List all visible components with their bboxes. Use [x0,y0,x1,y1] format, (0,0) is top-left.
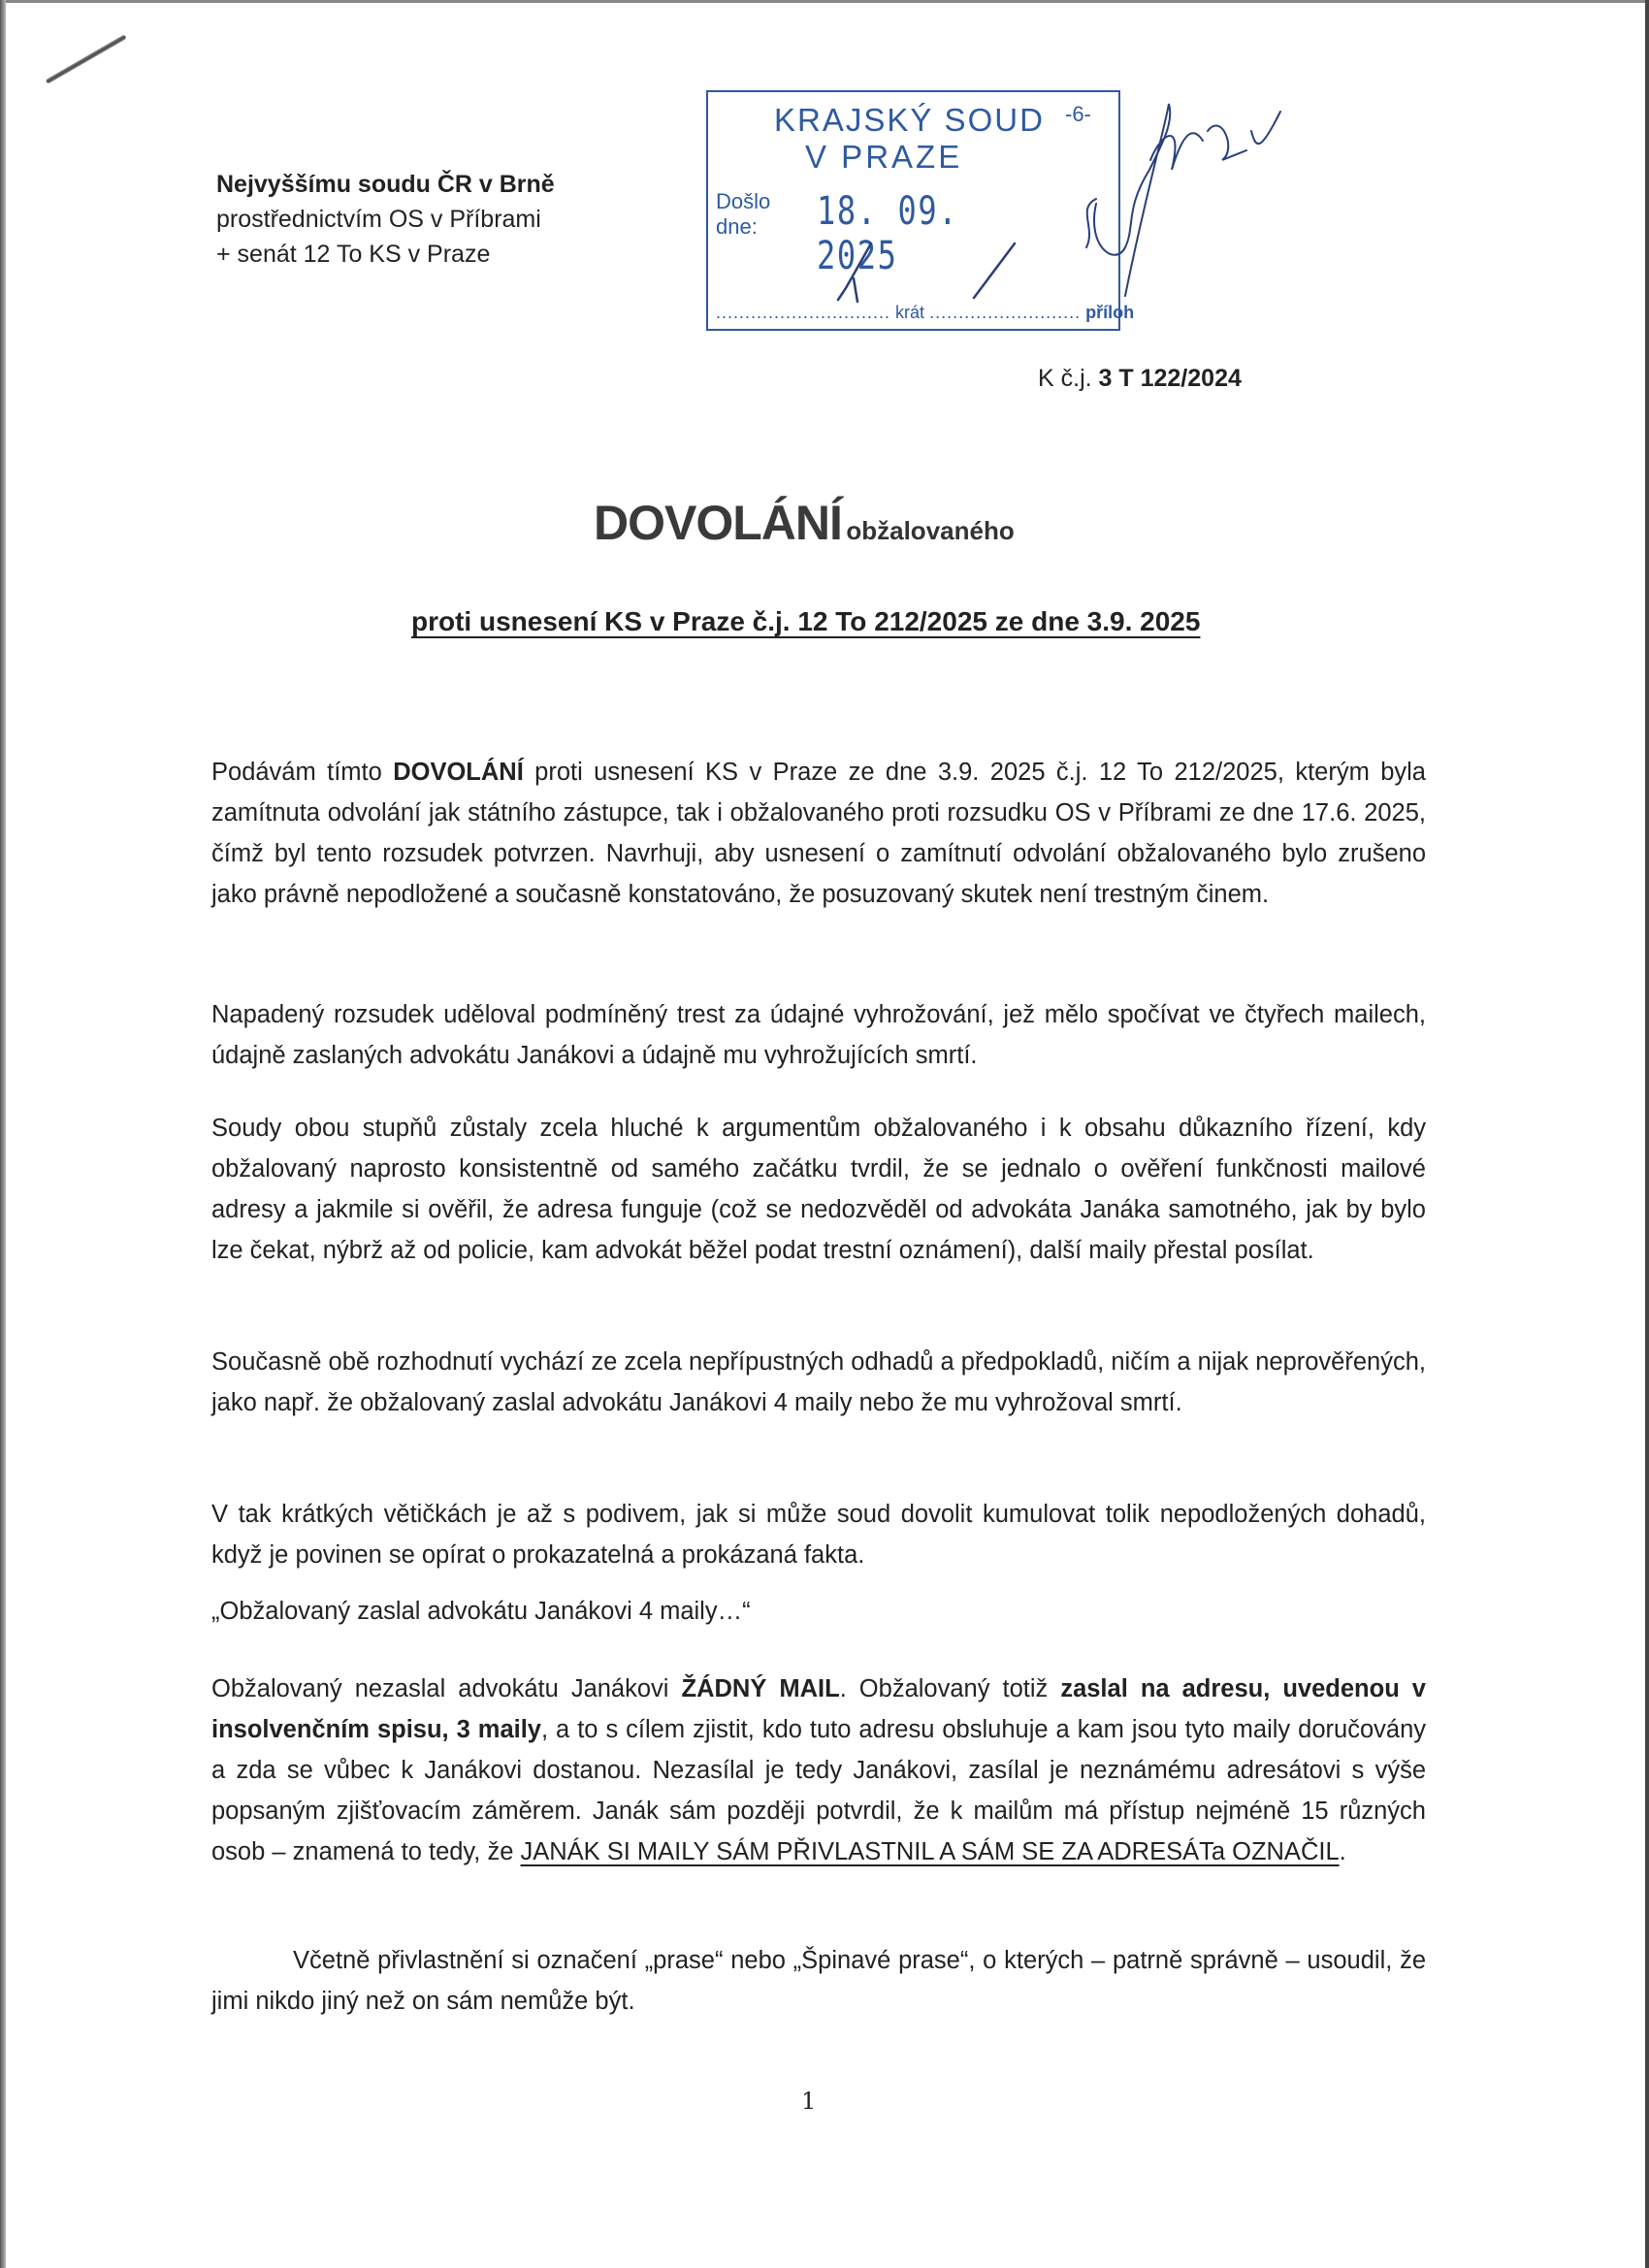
paragraph-7-text-a: Obžalovaný nezaslal advokátu Janákovi [211,1675,682,1702]
paragraph-1 [211,752,1426,915]
paragraph-7-bold-sent-to: zaslal na adresu, uvedenou v insolvenčním spisu, 3 maily [211,1675,1426,1743]
handwritten-copies-mark [832,240,890,308]
stamp-footer: .............................. krát .......................... příloh [716,303,1135,322]
paragraph-7-underlined-claim: JANÁK SI MAILY SÁM PŘIVLASTNIL A SÁM SE ZA ADRESÁTa OZNAČIL [520,1838,1340,1865]
paragraph-1-bold: DOVOLÁNÍ [393,759,524,786]
document-title-suffix: obžalovaného [846,516,1015,545]
case-reference [1038,365,1242,393]
addressee-block [216,167,555,272]
paragraph-7-text-e: , a to s cílem zjistit, kdo tuto adresu obsluhuje a kam jsou tyto maily doručovány a zda se vůbec k Janákovi dostanou. Nezasílal je tedy Janákovi, zasílal je neznámému adresátovi s výše popsaným zjišťovacím záměrem. Janák sám později potvrdil, že k mailům má přístup nejméně 15 různých osob – znamená to tedy, že [211,1716,1426,1865]
stamp-court-city: V PRAZE [805,139,963,175]
stamp-received-date: 18. 09. 2025 [817,189,959,278]
addressee-line-3: + senát 12 To KS v Praze [216,241,491,268]
stamp-attachments-label: příloh [1085,303,1135,322]
document-subtitle: proti usnesení KS v Praze č.j. 12 To 212/2025 ze dne 3.9. 2025 [411,606,1201,636]
document-title [594,495,1015,551]
case-reference-prefix: K č.j. [1038,365,1092,392]
stamp-copies-label: krát [895,303,925,322]
paragraph-4: Současně obě rozhodnutí vychází ze zcela nepřípustných odhadů a předpokladů, ničím a nijak neprověřených, jako např. že obžalovaný zaslal advokátu Janákovi 4 maily nebo že mu vyhrožoval smrtí. [211,1348,1426,1416]
paragraph-5: V tak krátkých větičkách je až s podivem, jak si může soud dovolit kumulovat tolik nepodložených dohadů, když je povinen se opírat o prokazatelná a prokázaná fakta. [211,1501,1426,1569]
staple-mark [46,34,127,83]
page-number: 1 [801,2088,817,2115]
quoted-claim: „Obžalovaný zaslal advokátu Janákovi 4 maily…“ [211,1598,751,1625]
scan-edge-right [1645,0,1649,2268]
addressee-line-2: prostřednictvím OS v Příbrami [216,206,541,233]
scan-edge-top [0,0,1649,3]
paragraph-1-text-a: Podávám tímto [211,759,394,786]
case-reference-number: 3 T 122/2024 [1098,365,1242,392]
paragraph-2: Napadený rozsudek uděloval podmíněný trest za údajné vyhrožování, jež mělo spočívat ve čtyřech mailech, údajně zaslaných advokátu Janákovi a údajně mu vyhrožujících smrtí. [211,1001,1426,1069]
paragraph-3: Soudy obou stupňů zůstaly zcela hluché k argumentům obžalovaného i k obsahu důkazního řízení, kdy obžalovaný naprosto konsistentně od samého začátku tvrdil, že se jednalo o ověření funkčnosti mailové adresy a jakmile si ověřil, že adresa funguje (což se nedozvěděl od advokáta Janáka samotného, jak by bylo lze čekat, nýbrž až od policie, kam advokát běžel podat trestní oznámení), další maily přestal posílat. [211,1115,1426,1264]
stamp-received-label-2: dne: [716,214,758,239]
paragraph-7-text-c: . Obžalovaný totiž [839,1675,1061,1702]
paragraph-1-text-c: proti usnesení KS v Praze ze dne 3.9. 2025 č.j. 12 To 212/2025, kterým byla zamítnuta odvolání jak státního zástupce, tak i obžalovaného proti rozsudku OS v Příbrami ze dne 17.6. 2025, čímž byl tento rozsudek potvrzen. Navrhuji, aby usnesení o zamítnutí odvolání obžalovaného bylo zrušeno jako právně nepodložené a současně konstatováno, že posuzovaný skutek není trestným činem. [211,759,1426,908]
stamp-received-label [716,189,770,240]
paragraph-7-text-g: . [1339,1838,1346,1865]
addressee-line-1: Nejvyššímu soudu ČR v Brně [216,171,555,198]
handwritten-signature [1057,92,1310,315]
stamp-court-name: KRAJSKÝ SOUD [774,102,1045,138]
stamp-received-label-1: Došlo [716,189,771,213]
paragraph-7-bold-no-mail: ŽÁDNÝ MAIL [681,1675,840,1702]
handwritten-attachments-mark [970,238,1018,306]
paragraph-8: Včetně přivlastnění si označení „prase“ nebo „Špinavé prase“, o kterých – patrně správně – usoudil, že jimi nikdo jiný než on sám nemůže být. [211,1947,1426,2015]
stamp-corner-number: -6- [1065,102,1091,126]
document-title-main: DOVOLÁNÍ [594,496,842,550]
scan-edge-left [0,0,6,2268]
paragraph-7 [211,1669,1426,1872]
